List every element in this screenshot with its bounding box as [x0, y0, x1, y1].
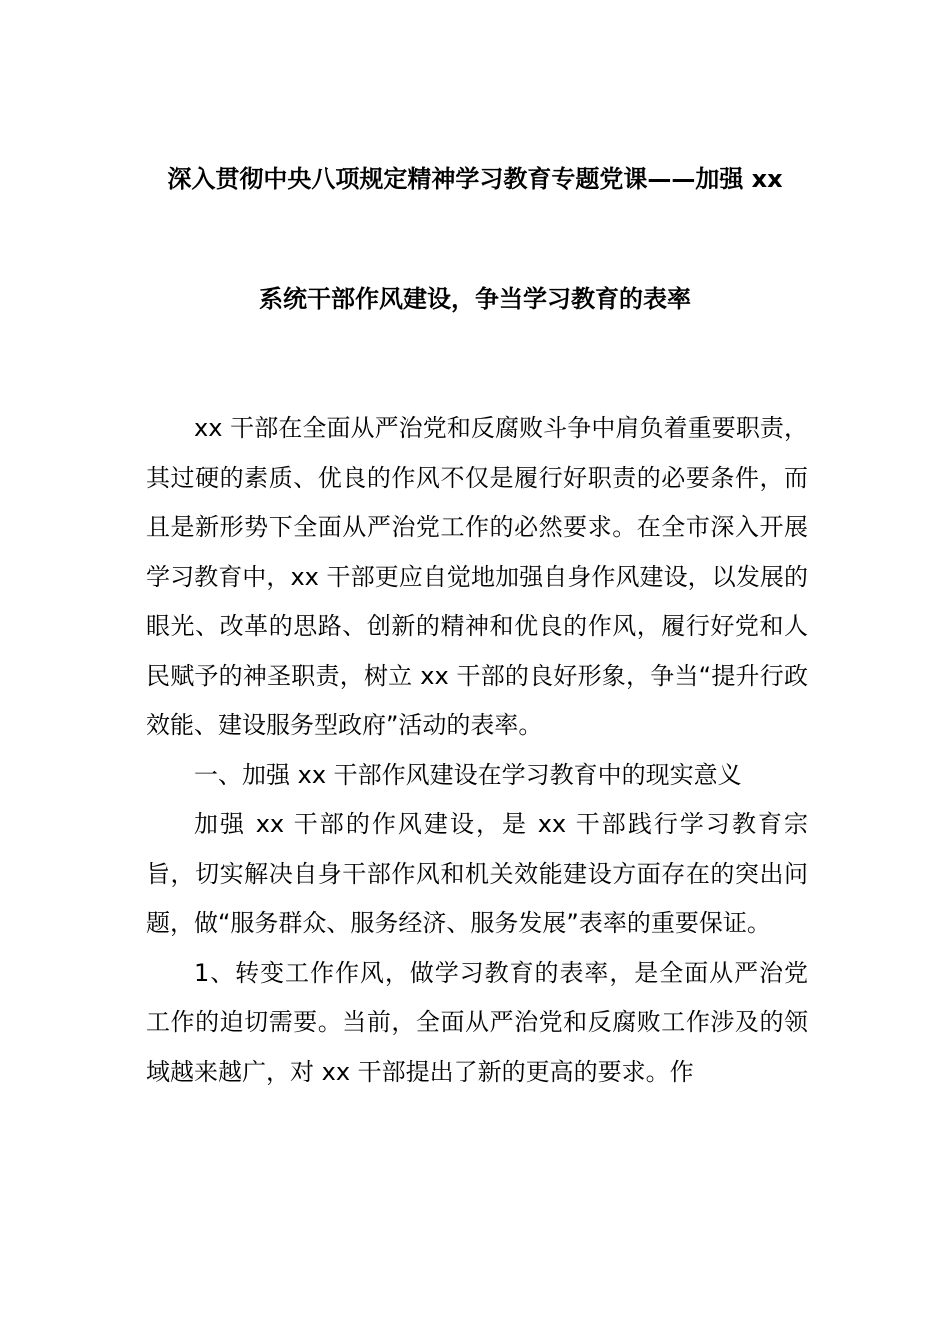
- document-title-line-2: 系统干部作风建设，争当学习教育的表率: [259, 285, 691, 313]
- section-paragraph: 加强 xx 干部的作风建设，是 xx 干部践行学习教育宗旨，切实解决自身干部作风和机关效能建设方面存在的突出问题，做“服务群众、服务经济、服务发展”表率的重要保证。: [146, 810, 808, 937]
- point-paragraph-1: 1、转变工作作风，做学习教育的表率，是全面从严治党工作的迫切需要。当前，全面从严治党和反腐败工作涉及的领域越来越广，对 xx 干部提出了新的更高的要求。作: [146, 958, 808, 1086]
- document-body: [146, 404, 808, 1097]
- section-heading-1: 一、加强 xx 干部作风建设在学习教育中的现实意义: [194, 760, 742, 789]
- document-title-line-1: 深入贯彻中央八项规定精神学习教育专题党课——加强 xx: [167, 165, 783, 193]
- intro-paragraph: xx 干部在全面从严治党和反腐败斗争中肩负着重要职责，其过硬的素质、优良的作风不仅是履行好职责的必要条件，而且是新形势下全面从严治党工作的必然要求。在全市深入开展学习教育中，xx 干部更应自觉地加强自身作风建设，以发展的眼光、改革的思路、创新的精神和优良的作风，履行好党和人民赋予的神圣职责，树立 xx 干部的良好形象，争当“提升行政效能、建设服务型政府”活动的表率。: [146, 414, 808, 739]
